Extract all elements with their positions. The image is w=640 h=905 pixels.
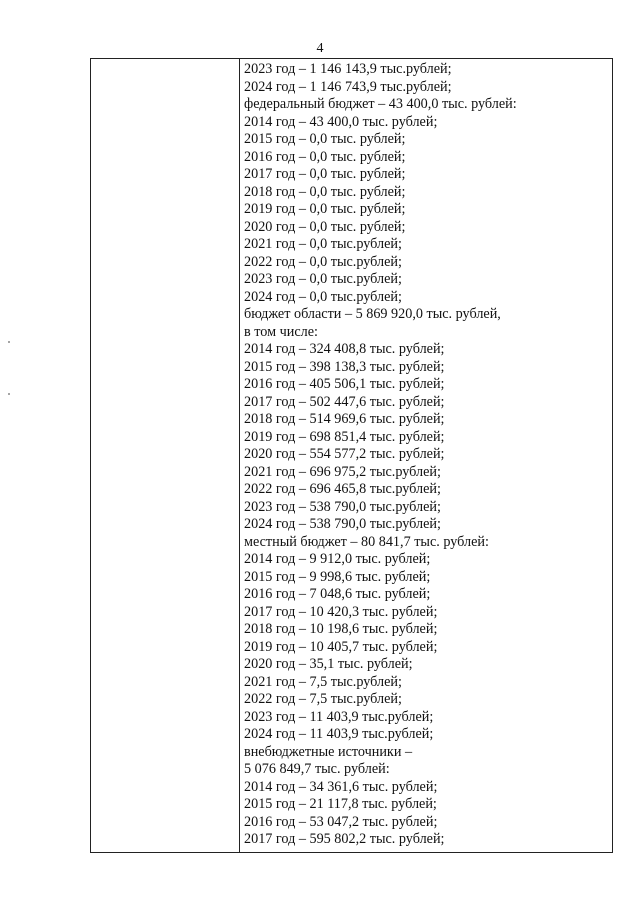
funding-line: бюджет области – 5 869 920,0 тыс. рублей, <box>244 306 501 322</box>
funding-line: 2015 год – 21 117,8 тыс. рублей; <box>244 796 437 812</box>
funding-line: 2017 год – 502 447,6 тыс. рублей; <box>244 393 445 410</box>
funding-line: 2014 год – 34 361,6 тыс. рублей; <box>244 778 438 795</box>
funding-line: 2023 год – 11 403,9 тыс.рублей; <box>244 708 434 725</box>
funding-line: 2024 год – 538 790,0 тыс.рублей; <box>244 516 441 532</box>
funding-line: 2014 год – 9 912,0 тыс. рублей; <box>244 551 431 567</box>
funding-line: 2024 год – 1 146 743,9 тыс.рублей; <box>244 78 452 95</box>
funding-line: местный бюджет – 80 841,7 тыс. рублей: <box>244 533 489 550</box>
funding-line: 2020 год – 35,1 тыс. рублей; <box>244 656 413 672</box>
funding-line: 2016 год – 7 048,6 тыс. рублей; <box>244 586 431 602</box>
funding-line: 2017 год – 0,0 тыс. рублей; <box>244 166 406 182</box>
scan-speck <box>8 341 10 343</box>
funding-line: 5 076 849,7 тыс. рублей: <box>244 761 390 777</box>
funding-line: 2022 год – 7,5 тыс.рублей; <box>244 691 402 707</box>
funding-line: 2022 год – 0,0 тыс.рублей; <box>244 253 402 270</box>
funding-line: 2016 год – 53 047,2 тыс. рублей; <box>244 813 438 830</box>
funding-line: 2019 год – 698 851,4 тыс. рублей; <box>244 428 445 445</box>
funding-line: 2015 год – 9 998,6 тыс. рублей; <box>244 568 431 585</box>
funding-line: 2017 год – 595 802,2 тыс. рублей; <box>244 831 445 847</box>
funding-line: 2020 год – 0,0 тыс. рублей; <box>244 218 406 235</box>
funding-line: 2024 год – 0,0 тыс.рублей; <box>244 288 402 305</box>
column-divider <box>239 59 240 852</box>
funding-line: 2018 год – 10 198,6 тыс. рублей; <box>244 621 438 637</box>
funding-line: 2020 год – 554 577,2 тыс. рублей; <box>244 446 445 462</box>
funding-line: 2023 год – 1 146 143,9 тыс.рублей; <box>244 61 452 77</box>
funding-line: в том числе: <box>244 323 318 340</box>
scan-speck <box>8 393 10 395</box>
funding-line: 2014 год – 43 400,0 тыс. рублей; <box>244 113 438 130</box>
funding-line: 2015 год – 0,0 тыс. рублей; <box>244 131 406 147</box>
funding-line: 2016 год – 405 506,1 тыс. рублей; <box>244 376 445 392</box>
funding-lines-list <box>244 61 608 849</box>
funding-line: 2024 год – 11 403,9 тыс.рублей; <box>244 726 434 742</box>
funding-line: 2019 год – 0,0 тыс. рублей; <box>244 201 406 217</box>
funding-line: 2022 год – 696 465,8 тыс.рублей; <box>244 481 441 497</box>
funding-line: 2015 год – 398 138,3 тыс. рублей; <box>244 358 445 375</box>
funding-line: 2021 год – 0,0 тыс.рублей; <box>244 236 402 252</box>
funding-line: 2021 год – 7,5 тыс.рублей; <box>244 673 402 690</box>
funding-line: 2014 год – 324 408,8 тыс. рублей; <box>244 341 445 357</box>
page-number: 4 <box>316 41 324 56</box>
funding-line: 2019 год – 10 405,7 тыс. рублей; <box>244 638 438 655</box>
funding-line: 2016 год – 0,0 тыс. рублей; <box>244 148 406 165</box>
funding-line: 2017 год – 10 420,3 тыс. рублей; <box>244 603 438 620</box>
funding-line: 2021 год – 696 975,2 тыс.рублей; <box>244 463 441 480</box>
funding-line: 2018 год – 514 969,6 тыс. рублей; <box>244 411 445 427</box>
funding-line: 2023 год – 538 790,0 тыс.рублей; <box>244 498 441 515</box>
funding-line: 2018 год – 0,0 тыс. рублей; <box>244 183 406 200</box>
funding-line: федеральный бюджет – 43 400,0 тыс. рублей: <box>244 96 517 112</box>
funding-line: 2023 год – 0,0 тыс.рублей; <box>244 271 402 287</box>
funding-table <box>90 58 613 853</box>
funding-line: внебюджетные источники – <box>244 743 413 760</box>
